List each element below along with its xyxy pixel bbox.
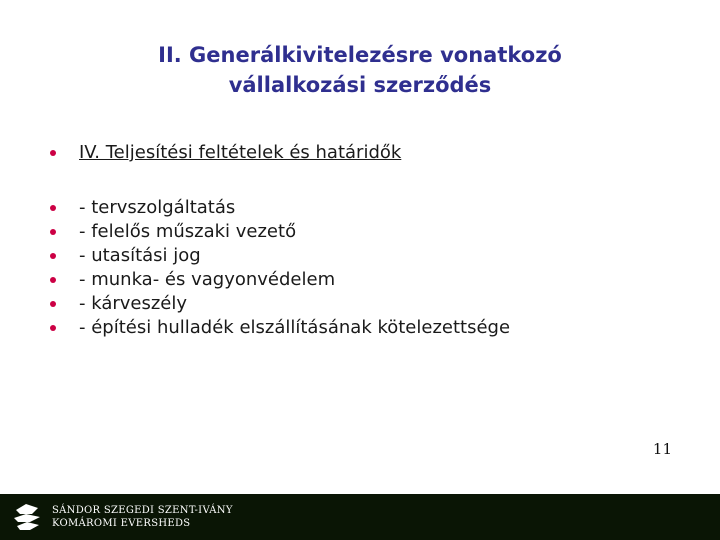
bullet-icon <box>50 150 56 156</box>
list-item-text: - utasítási jog <box>79 245 201 266</box>
section-heading-list <box>46 141 401 165</box>
section-heading-item <box>46 141 401 165</box>
slide-title-line-1: II. Generálkivitelezésre vonatkozó <box>158 43 562 67</box>
bullet-icon <box>50 229 56 235</box>
footer-bar <box>0 494 720 540</box>
list-item-text: - munka- és vagyonvédelem <box>79 269 336 290</box>
bullet-icon <box>50 325 56 331</box>
law-firm-logo-icon <box>12 502 42 532</box>
slide-title-line-2: vállalkozási szerződés <box>228 73 492 97</box>
list-item <box>46 244 510 268</box>
bullet-icon <box>50 205 56 211</box>
list-item-text: - tervszolgáltatás <box>79 197 236 218</box>
list-item <box>46 268 510 292</box>
slide-title <box>0 40 720 100</box>
list-item <box>46 316 510 340</box>
law-firm-logo-text <box>52 504 233 530</box>
bullet-icon <box>50 301 56 307</box>
topic-list <box>46 196 510 340</box>
list-item-text: - építési hulladék elszállításának kötelezettsége <box>79 317 511 338</box>
list-item <box>46 196 510 220</box>
bullet-icon <box>50 277 56 283</box>
page-number: 11 <box>652 440 672 458</box>
bullet-icon <box>50 253 56 259</box>
list-item <box>46 292 510 316</box>
section-heading-text: IV. Teljesítési feltételek és határidők <box>79 142 402 163</box>
logo-line-1: SÁNDOR SZEGEDI SZENT-IVÁNY <box>52 505 233 516</box>
logo-line-2: KOMÁROMI EVERSHEDS <box>52 518 191 529</box>
list-item-text: - felelős műszaki vezető <box>79 221 297 242</box>
list-item <box>46 220 510 244</box>
list-item-text: - kárveszély <box>79 293 188 314</box>
